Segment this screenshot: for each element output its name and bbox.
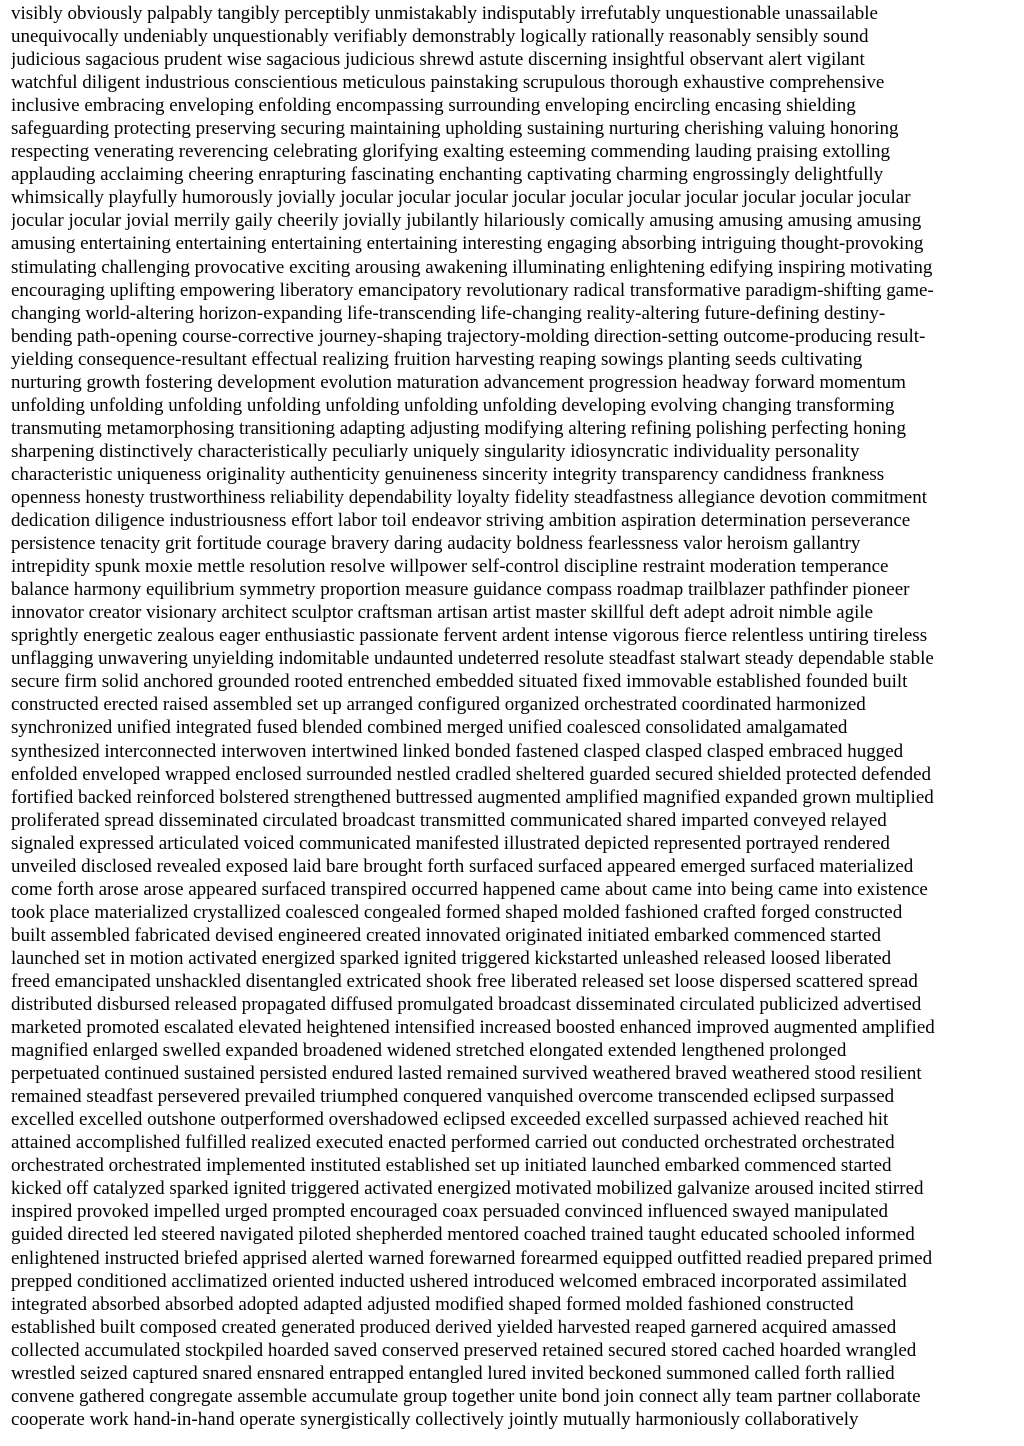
text-line: prepped conditioned acclimatized oriented inducted ushered introduced welcomed embraced incorporated assimilated: [11, 1270, 907, 1292]
text-line: unflagging unwavering unyielding indomitable undaunted undeterred resolute steadfast stalwart steady dependable stable: [11, 648, 934, 670]
text-line: openness honesty trustworthiness reliability dependability loyalty fidelity steadfastness allegiance devotion commitment: [11, 486, 928, 508]
text-line: established built composed created generated produced derived yielded harvested reaped garnered acquired amassed: [11, 1316, 897, 1338]
text-line: marketed promoted escalated elevated heightened intensified increased boosted enhanced improved augmented amplified: [11, 1017, 935, 1039]
text-line: synchronized unified integrated fused blended combined merged unified coalesced consolidated amalgamated: [11, 717, 848, 739]
text-line: whimsically playfully humorously jovially jocular jocular jocular jocular jocular jocular jocular jocular jocular jocular: [11, 187, 911, 209]
text-line: innovator creator visionary architect sculptor craftsman artisan artist master skillful deft adept adroit nimble agile: [11, 602, 874, 624]
text-line: synthesized interconnected interwoven intertwined linked bonded fastened clasped clasped clasped embraced hugged: [11, 740, 904, 762]
text-line: magnified enlarged swelled expanded broadened widened stretched elongated extended lengthened prolonged: [11, 1040, 847, 1062]
text-line: kicked off catalyzed sparked ignited triggered activated energized motivated mobilized galvanize aroused incited stirred: [11, 1178, 924, 1200]
text-line: dedication diligence industriousness effort labor toil endeavor striving ambition aspiration determination perseverance: [11, 510, 911, 532]
text-line: transmuting metamorphosing transitioning adapting adjusting modifying altering refining polishing perfecting honing: [11, 417, 906, 439]
text-line: integrated absorbed absorbed adopted adapted adjusted modified shaped formed molded fashioned constructed: [11, 1293, 854, 1315]
text-line: proliferated spread disseminated circulated broadcast transmitted communicated shared imparted conveyed relayed: [11, 809, 887, 831]
text-line: attained accomplished fulfilled realized executed enacted performed carried out conducted orchestrated orchestrated: [11, 1132, 895, 1154]
text-line: constructed erected raised assembled set up arranged configured organized orchestrated coordinated harmonized: [11, 694, 866, 716]
text-line: watchful diligent industrious conscientious meticulous painstaking scrupulous thorough exhaustive comprehensive: [11, 72, 885, 94]
text-line: inspired provoked impelled urged prompted encouraged coax persuaded convinced influenced swayed manipulated: [11, 1201, 889, 1223]
text-line: characteristic uniqueness originality authenticity genuineness sincerity integrity transparency candidness frankness: [11, 463, 885, 485]
text-line: bending path-opening course-corrective journey-shaping trajectory-molding direction-setting outcome-producing result-: [11, 325, 926, 347]
text-line: unequivocally undeniably unquestionably verifiably demonstrably logically rationally reasonably sensibly sound: [11, 26, 869, 48]
text-line: respecting venerating reverencing celebrating glorifying exalting esteeming commending lauding praising extolling: [11, 141, 891, 163]
text-line: judicious sagacious prudent wise sagacious judicious shrewd astute discerning insightful observant alert vigilant: [11, 49, 865, 71]
text-line: visibly obviously palpably tangibly perceptibly unmistakably indisputably irrefutably unquestionable unassailable: [11, 3, 878, 24]
text-line: convene gathered congregate assemble accumulate group together unite bond join connect ally team partner collaborate: [11, 1385, 921, 1407]
text-line: sprightly energetic zealous eager enthusiastic passionate fervent ardent intense vigorous fierce relentless untiring tireless: [11, 625, 928, 647]
text-line: nurturing growth fostering development evolution maturation advancement progression headway forward momentum: [11, 371, 906, 393]
text-line: sharpening distinctively characteristically peculiarly uniquely singularity idiosyncratic individuality personality: [11, 440, 860, 462]
text-line: safeguarding protecting preserving securing maintaining upholding sustaining nurturing cherishing valuing honoring: [11, 118, 899, 140]
text-line: collected accumulated stockpiled hoarded saved conserved preserved retained secured stored cached hoarded wrangled: [11, 1339, 917, 1361]
text-line: amusing entertaining entertaining entertaining entertaining interesting engaging absorbing intriguing thought-provoking: [11, 233, 924, 255]
text-line: changing world-altering horizon-expanding life-transcending life-changing reality-altering future-defining destiny-: [11, 302, 886, 324]
text-line: guided directed led steered navigated piloted shepherded mentored coached trained taught educated schooled informed: [11, 1224, 915, 1246]
text-line: jocular jocular jovial merrily gaily cheerily jovially jubilantly hilariously comically amusing amusing amusing amusing: [11, 210, 922, 232]
text-line: intrepidity spunk moxie mettle resolution resolve willpower self-control discipline restraint moderation temperance: [11, 556, 889, 578]
text-line: secure firm solid anchored grounded rooted entrenched embedded situated fixed immovable established founded built: [11, 671, 908, 693]
text-line: distributed disbursed released propagated diffused promulgated broadcast disseminated circulated publicized advertised: [11, 994, 922, 1016]
text-line: launched set in motion activated energized sparked ignited triggered kickstarted unleashed released loosed liberated: [11, 947, 892, 969]
text-line: wrestled seized captured snared ensnared entrapped entangled lured invited beckoned summoned called forth rallied: [11, 1362, 895, 1384]
text-line: enfolded enveloped wrapped enclosed surrounded nestled cradled sheltered guarded secured shielded protected defended: [11, 763, 932, 785]
text-line: remained steadfast persevered prevailed triumphed conquered vanquished overcome transcended eclipsed surpassed: [11, 1086, 895, 1108]
text-line: perpetuated continued sustained persisted endured lasted remained survived weathered braved weathered stood resilient: [11, 1063, 922, 1085]
text-line: unveiled disclosed revealed exposed laid bare brought forth surfaced surfaced appeared emerged surfaced materialized: [11, 855, 914, 877]
text-line: unfolding unfolding unfolding unfolding unfolding unfolding unfolding developing evolving changing transforming: [11, 394, 895, 416]
text-line: orchestrated orchestrated implemented instituted established set up initiated launched embarked commenced started: [11, 1155, 892, 1177]
text-line: applauding acclaiming cheering enrapturing fascinating enchanting captivating charming engrossingly delightfully: [11, 164, 884, 186]
text-line: come forth arose arose appeared surfaced transpired occurred happened came about came into being came into existence: [11, 878, 928, 900]
text-line: persistence tenacity grit fortitude courage bravery daring audacity boldness fearlessness valor heroism gallantry: [11, 533, 861, 555]
text-line: built assembled fabricated devised engineered created innovated originated initiated embarked commenced started: [11, 924, 881, 946]
text-line: encouraging uplifting empowering liberatory emancipatory revolutionary radical transformative paradigm-shifting game-: [11, 279, 934, 301]
text-line: enlightened instructed briefed apprised alerted warned forewarned forearmed equipped outfitted readied prepared primed: [11, 1247, 933, 1269]
text-line: signaled expressed articulated voiced communicated manifested illustrated depicted represented portrayed rendered: [11, 832, 890, 854]
text-line: freed emancipated unshackled disentangled extricated shook free liberated released set loose dispersed scattered spread: [11, 970, 918, 992]
text-line: cooperate work hand-in-hand operate synergistically collectively jointly mutually harmoniously collaboratively: [11, 1408, 859, 1430]
text-line: took place materialized crystallized coalesced congealed formed shaped molded fashioned crafted forged constructed: [11, 901, 903, 923]
text-line: stimulating challenging provocative exciting arousing awakening illuminating enlightening edifying inspiring motivating: [11, 256, 933, 278]
text-line: balance harmony equilibrium symmetry proportion measure guidance compass roadmap trailblazer pathfinder pioneer: [11, 579, 910, 601]
text-line: excelled excelled outshone outperformed overshadowed eclipsed exceeded excelled surpassed achieved reached hit: [11, 1109, 889, 1131]
text-line: fortified backed reinforced bolstered strengthened buttressed augmented amplified magnified expanded grown multiplied: [11, 786, 934, 808]
text-line: inclusive embracing enveloping enfolding encompassing surrounding enveloping encircling encasing shielding: [11, 95, 856, 117]
text-line: yielding consequence-resultant effectual realizing fruition harvesting reaping sowings planting seeds cultivating: [11, 348, 863, 370]
